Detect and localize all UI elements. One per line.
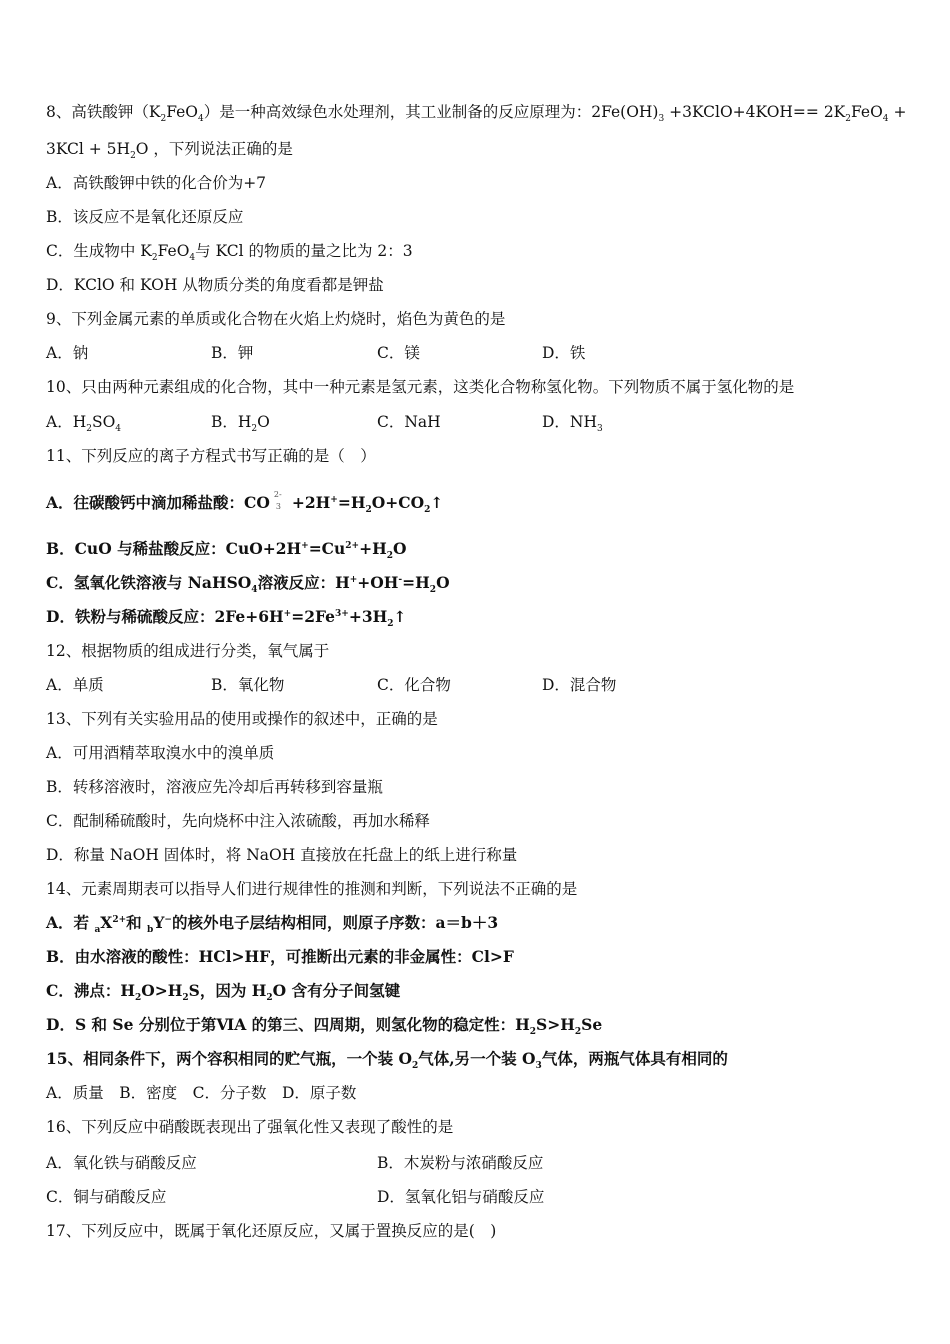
q10-option-b: B．$H_2O$: [211, 413, 270, 435]
q9-option-c: C．镁: [377, 344, 420, 362]
q8-option-a: A．高铁酸钾中铁的化合价为+7: [46, 174, 267, 192]
q14-option-a: A．若 $_aX^{2+}$和 $_b$Y−的核外电子层结构相同，则原子序数：a＝b＋3: [46, 913, 499, 936]
q15-options: A．质量 B．密度 C．分子数 D．原子数: [46, 1084, 357, 1102]
q14-option-c: C．沸点：$H_2O>H_2S$，因为 $H_2O$ 含有分子间氢键: [46, 981, 401, 1004]
q8-stem-line2: $3KCl + 5H_2O$ ，下列说法正确的是: [46, 140, 293, 162]
q14-option-d: D．S 和 Se 分别位于第ⅥA 的第三、四周期，则氢化物的稳定性：$H_2S>H_2Se$: [46, 1015, 603, 1038]
q12-stem: 12、根据物质的组成进行分类，氧气属于: [46, 642, 330, 660]
q16-option-c: C．铜与硝酸反应: [46, 1188, 167, 1206]
q14-stem: 14、元素周期表可以指导人们进行规律性的推测和判断，下列说法不正确的是: [46, 880, 578, 898]
q14-option-b: B．由水溶液的酸性：HCl>HF，可推断出元素的非金属性：Cl>F: [46, 947, 514, 966]
q11-option-b: B．CuO 与稀盐酸反应：$CuO+2H^+=Cu^{2+}+H_2O$: [46, 539, 407, 562]
q11-stem: 11、下列反应的离子方程式书写正确的是（ ）: [46, 447, 376, 465]
q8-option-c: C．生成物中 $K_2FeO_4$与 KCl 的物质的量之比为 2：3: [46, 242, 413, 264]
q17-stem: 17、下列反应中，既属于氧化还原反应，又属于置换反应的是( ): [46, 1222, 497, 1240]
q11-option-a: A．往碳酸钙中滴加稀盐酸：CO 2- 3 $+2H^+=H_2O+CO_2↑$: [46, 490, 444, 516]
q16-option-d: D．氢氧化铝与硝酸反应: [377, 1188, 545, 1206]
q13-option-b: B．转移溶液时，溶液应先冷却后再转移到容量瓶: [46, 778, 383, 796]
q12-option-a: A．单质: [46, 676, 104, 694]
q8-stem: 8、高铁酸钾$(K_2FeO_4)$是一种高效绿色水处理剂，其工业制备的反应原理为：$2Fe(OH)_3$ +3KClO+4KOH== $2K_2FeO_4$ +: [46, 103, 907, 125]
q13-option-c: C．配制稀硫酸时，先向烧杯中注入浓硫酸，再加水稀释: [46, 812, 430, 830]
q11-option-d: D．铁粉与稀硫酸反应：$2Fe+6H^+=2Fe^{3+}+3H_2↑$: [46, 607, 407, 630]
q11-option-c: C．氢氧化铁溶液与 NaHSO$_4$溶液反应：$H^++OH^-=H_2O$: [46, 573, 450, 596]
q16-option-a: A．氧化铁与硝酸反应: [46, 1154, 197, 1172]
q13-stem: 13、下列有关实验用品的使用或操作的叙述中，正确的是: [46, 710, 438, 728]
q9-option-b: B．钾: [211, 344, 254, 362]
q12-option-d: D．混合物: [542, 676, 617, 694]
q8-option-d: D．KClO 和 KOH 从物质分类的角度看都是钾盐: [46, 276, 384, 294]
q16-option-b: B．木炭粉与浓硝酸反应: [377, 1154, 544, 1172]
q10-stem: 10、只由两种元素组成的化合物，其中一种元素是氢元素，这类化合物称氢化物。下列物质不属于氢化物的是: [46, 378, 795, 396]
q9-option-a: A．钠: [46, 344, 89, 362]
q10-option-c: C．NaH: [377, 413, 441, 431]
q15-stem: 15、相同条件下，两个容积相同的贮气瓶，一个装 $O_2$气体,另一个装 $O_3$气体，两瓶气体具有相同的: [46, 1049, 728, 1072]
q13-option-d: D．称量 NaOH 固体时，将 NaOH 直接放在托盘上的纸上进行称量: [46, 846, 518, 864]
q10-option-d: D．$NH_3$: [542, 413, 603, 435]
q9-option-d: D．铁: [542, 344, 586, 362]
q16-stem: 16、下列反应中硝酸既表现出了强氧化性又表现了酸性的是: [46, 1118, 454, 1136]
q12-option-b: B．氧化物: [211, 676, 285, 694]
q10-option-a: A．$H_2SO_4$: [46, 413, 122, 435]
q13-option-a: A．可用酒精萃取溴水中的溴单质: [46, 744, 275, 762]
q12-option-c: C．化合物: [377, 676, 451, 694]
q9-stem: 9、下列金属元素的单质或化合物在火焰上灼烧时，焰色为黄色的是: [46, 310, 506, 328]
q8-option-b: B．该反应不是氧化还原反应: [46, 208, 244, 226]
